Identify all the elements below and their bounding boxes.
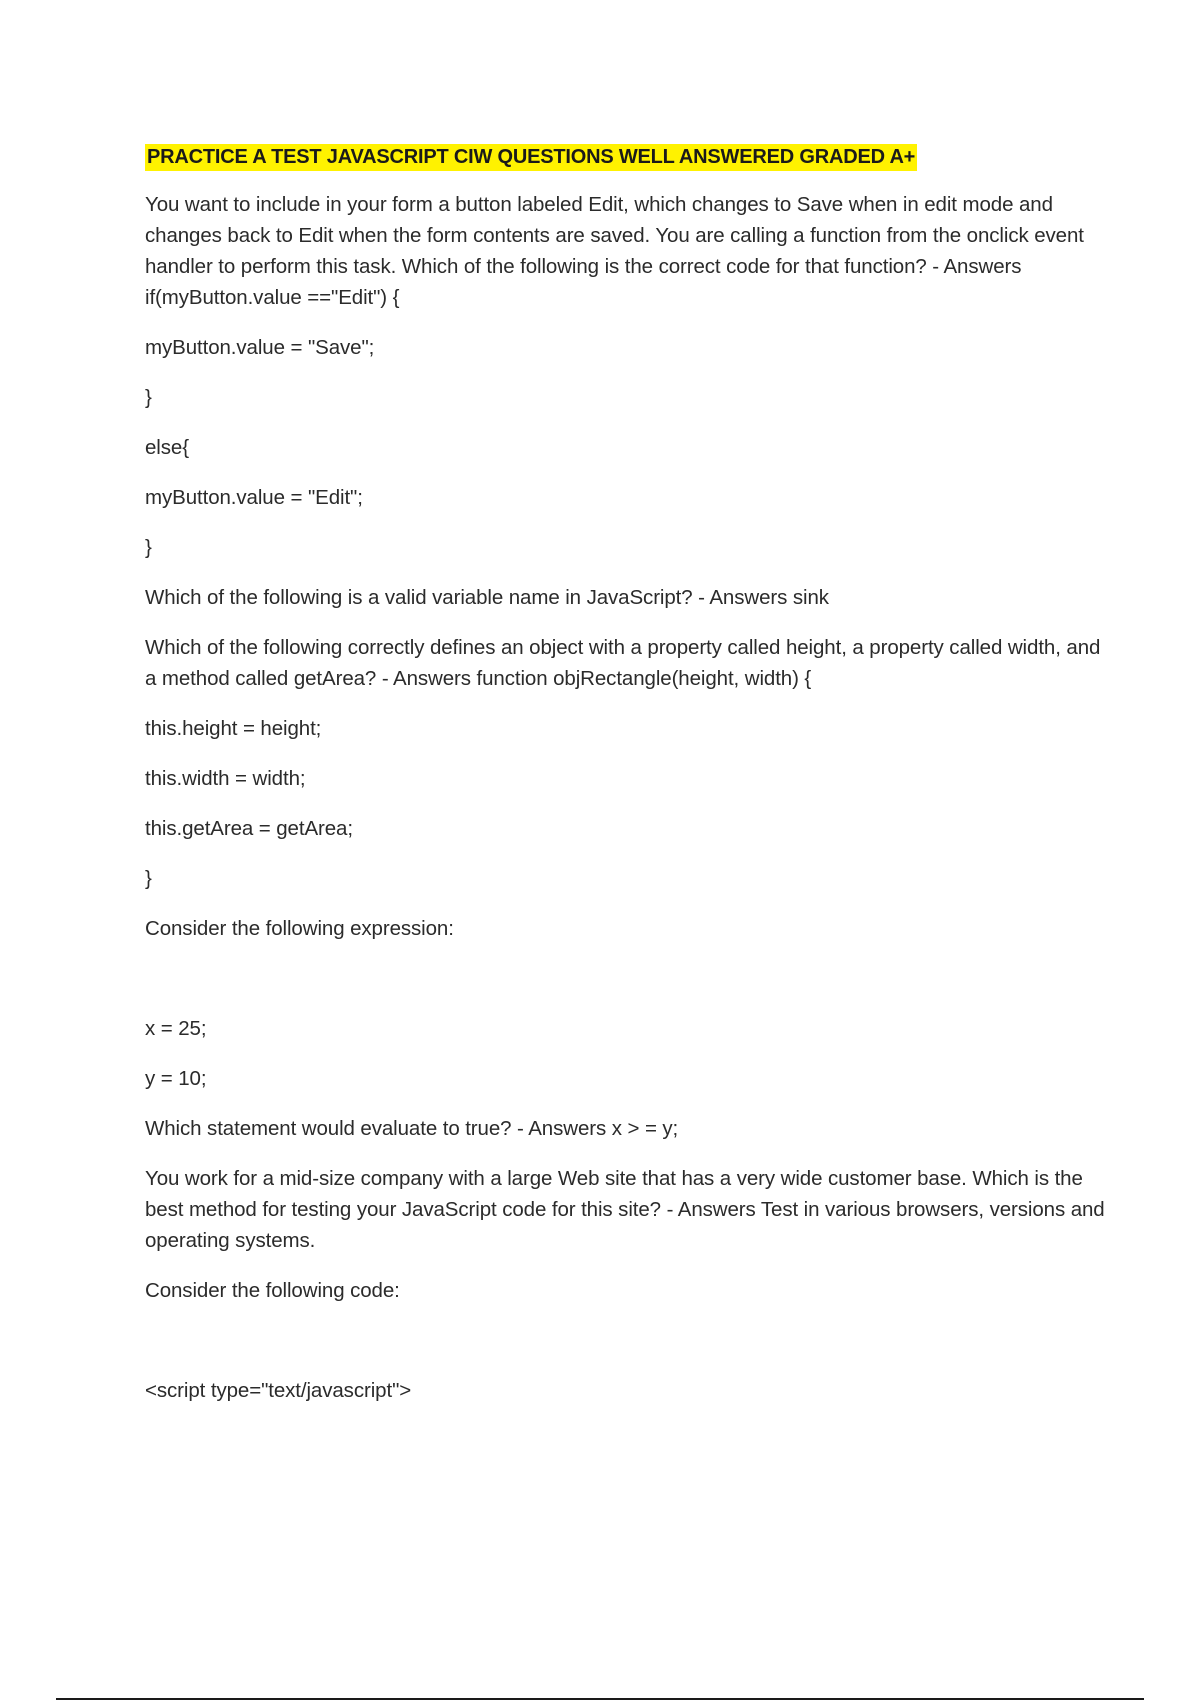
answer-code-line: myButton.value = "Edit";: [145, 486, 363, 509]
expression-line: y = 10;: [145, 1067, 207, 1090]
answer-code-line: this.getArea = getArea;: [145, 817, 353, 840]
code-line: <script type="text/javascript">: [145, 1379, 412, 1402]
answer-code-line: }: [145, 867, 152, 890]
answer-code-line: }: [145, 386, 152, 409]
answer-code-line: this.height = height;: [145, 717, 322, 740]
expression-line: x = 25;: [145, 1017, 207, 1040]
question-4: Which statement would evaluate to true? - Answers x > = y;: [145, 1117, 679, 1140]
question-5: You work for a mid-size company with a large Web site that has a very wide customer base. Which is the best method for testing your JavaScript code for this site? - Answers Test in various browsers, versions and operating systems.: [145, 1167, 1105, 1252]
question-1: You want to include in your form a button labeled Edit, which changes to Save when in edit mode and changes back to Edit when the form contents are saved. You are calling a function from the onclick event handler to perform this task. Which of the following is the correct code for that function? - Answers if(myButton.value =="Edit") {: [145, 193, 1084, 309]
document-title: PRACTICE A TEST JAVASCRIPT CIW QUESTIONS WELL ANSWERED GRADED A+: [145, 144, 917, 171]
question-3: Which of the following correctly defines an object with a property called height, a property called width, and a method called getArea? - Answers function objRectangle(height, width) {: [145, 636, 1101, 690]
answer-code-line: else{: [145, 436, 189, 459]
question-6-intro: Consider the following code:: [145, 1279, 400, 1302]
answer-code-line: }: [145, 536, 152, 559]
answer-code-line: this.width = width;: [145, 767, 306, 790]
answer-code-line: myButton.value = "Save";: [145, 336, 375, 359]
question-2: Which of the following is a valid variable name in JavaScript? - Answers sink: [145, 586, 829, 609]
document-page: [145, 144, 1105, 1425]
spacer: [145, 1325, 1105, 1375]
question-4-intro: Consider the following expression:: [145, 917, 454, 940]
spacer: [145, 963, 1105, 1013]
